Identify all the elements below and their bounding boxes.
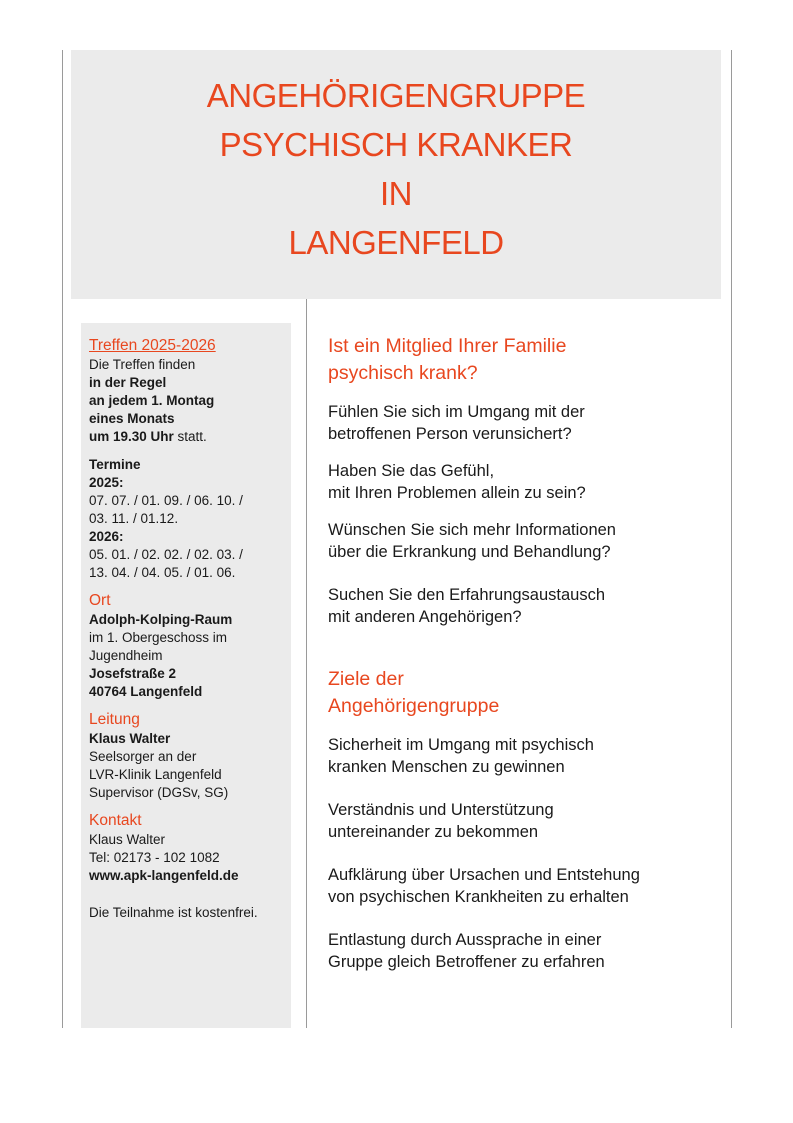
info-sidebar <box>81 323 291 1028</box>
meetings-suffix: statt. <box>173 429 207 444</box>
left-margin-rule <box>62 50 63 1028</box>
participation-note: Die Teilnahme ist kostenfrei. <box>89 905 258 920</box>
location-heading: Ort <box>89 592 111 609</box>
meetings-section <box>89 336 284 446</box>
goal-4-line-2: Gruppe gleich Betroffener zu erfahren <box>328 953 605 971</box>
question-4-line-1: Suchen Sie den Erfahrungsaustausch <box>328 586 606 604</box>
family-heading-line-1: Ist ein Mitglied Ihrer Familie <box>328 335 567 357</box>
leader-role-1: Seelsorger an der <box>89 749 197 764</box>
title-line-2: PSYCHISCH KRANKER <box>219 126 573 163</box>
goals-heading-line-1: Ziele der <box>328 668 404 690</box>
leader-heading: Leitung <box>89 711 140 728</box>
dates-2025-line-2: 03. 11. / 01.12. <box>89 511 179 526</box>
goal-3-line-1: Aufklärung über Ursachen und Entstehung <box>328 866 640 884</box>
location-city: 40764 Langenfeld <box>89 684 203 699</box>
leader-name: Klaus Walter <box>89 731 171 746</box>
location-floor-2: Jugendheim <box>89 648 163 663</box>
goal-4-line-1: Entlastung durch Aussprache in einer <box>328 931 602 949</box>
question-1-line-2: betroffenen Person verunsichert? <box>328 425 572 443</box>
leader-role-3: Supervisor (DGSv, SG) <box>89 785 229 800</box>
contact-heading: Kontakt <box>89 812 142 829</box>
question-3-line-2: über die Erkrankung und Behandlung? <box>328 543 611 561</box>
right-margin-rule <box>731 50 732 1028</box>
goals-section <box>328 666 708 973</box>
contact-website: www.apk-langenfeld.de <box>89 868 239 883</box>
location-room: Adolph-Kolping-Raum <box>89 612 233 627</box>
meetings-time: um 19.30 Uhr <box>89 429 174 444</box>
meetings-rule-1: in der Regel <box>89 375 167 390</box>
title-line-1: ANGEHÖRIGENGRUPPE <box>206 77 586 114</box>
meetings-intro: Die Treffen finden <box>89 357 196 372</box>
dates-section <box>89 456 284 582</box>
question-3-line-1: Wünschen Sie sich mehr Informationen <box>328 521 616 539</box>
dates-heading: Termine <box>89 457 141 472</box>
leader-section <box>89 710 284 802</box>
meetings-rule-3: eines Monats <box>89 411 175 426</box>
question-1-line-1: Fühlen Sie sich im Umgang mit der <box>328 403 585 421</box>
goal-2-line-1: Verständnis und Unterstützung <box>328 801 554 819</box>
leader-role-2: LVR-Klinik Langenfeld <box>89 767 222 782</box>
family-questions-section <box>328 333 708 628</box>
family-heading-line-2: psychisch krank? <box>328 362 478 384</box>
dates-2026-line-1: 05. 01. / 02. 02. / 02. 03. / <box>89 547 243 562</box>
dates-2026-line-2: 13. 04. / 04. 05. / 01. 06. <box>89 565 236 580</box>
goal-1-line-1: Sicherheit im Umgang mit psychisch <box>328 736 594 754</box>
question-4-line-2: mit anderen Angehörigen? <box>328 608 522 626</box>
goals-heading-line-2: Angehörigengruppe <box>328 695 500 717</box>
meetings-rule-2: an jedem 1. Montag <box>89 393 215 408</box>
location-street: Josefstraße 2 <box>89 666 177 681</box>
contact-name: Klaus Walter <box>89 832 166 847</box>
location-section <box>89 591 284 701</box>
meetings-time-line <box>89 428 284 446</box>
contact-section <box>89 811 284 885</box>
goal-2-line-2: untereinander zu bekommen <box>328 823 539 841</box>
dates-year-2025: 2025: <box>89 475 124 490</box>
question-2-line-1: Haben Sie das Gefühl, <box>328 462 495 480</box>
meetings-heading: Treffen 2025-2026 <box>89 337 216 354</box>
title-banner <box>71 50 721 299</box>
dates-year-2026: 2026: <box>89 529 124 544</box>
goal-1-line-2: kranken Menschen zu gewinnen <box>328 758 565 776</box>
goal-3-line-2: von psychischen Krankheiten zu erhalten <box>328 888 629 906</box>
main-content <box>328 333 708 973</box>
title-line-3: IN <box>380 175 412 212</box>
question-2-line-2: mit Ihren Problemen allein zu sein? <box>328 484 586 502</box>
contact-phone: Tel: 02173 - 102 1082 <box>89 850 220 865</box>
dates-2025-line-1: 07. 07. / 01. 09. / 06. 10. / <box>89 493 243 508</box>
location-floor-1: im 1. Obergeschoss im <box>89 630 228 645</box>
title-line-4: LANGENFELD <box>288 224 504 261</box>
column-divider-rule <box>306 299 307 1028</box>
